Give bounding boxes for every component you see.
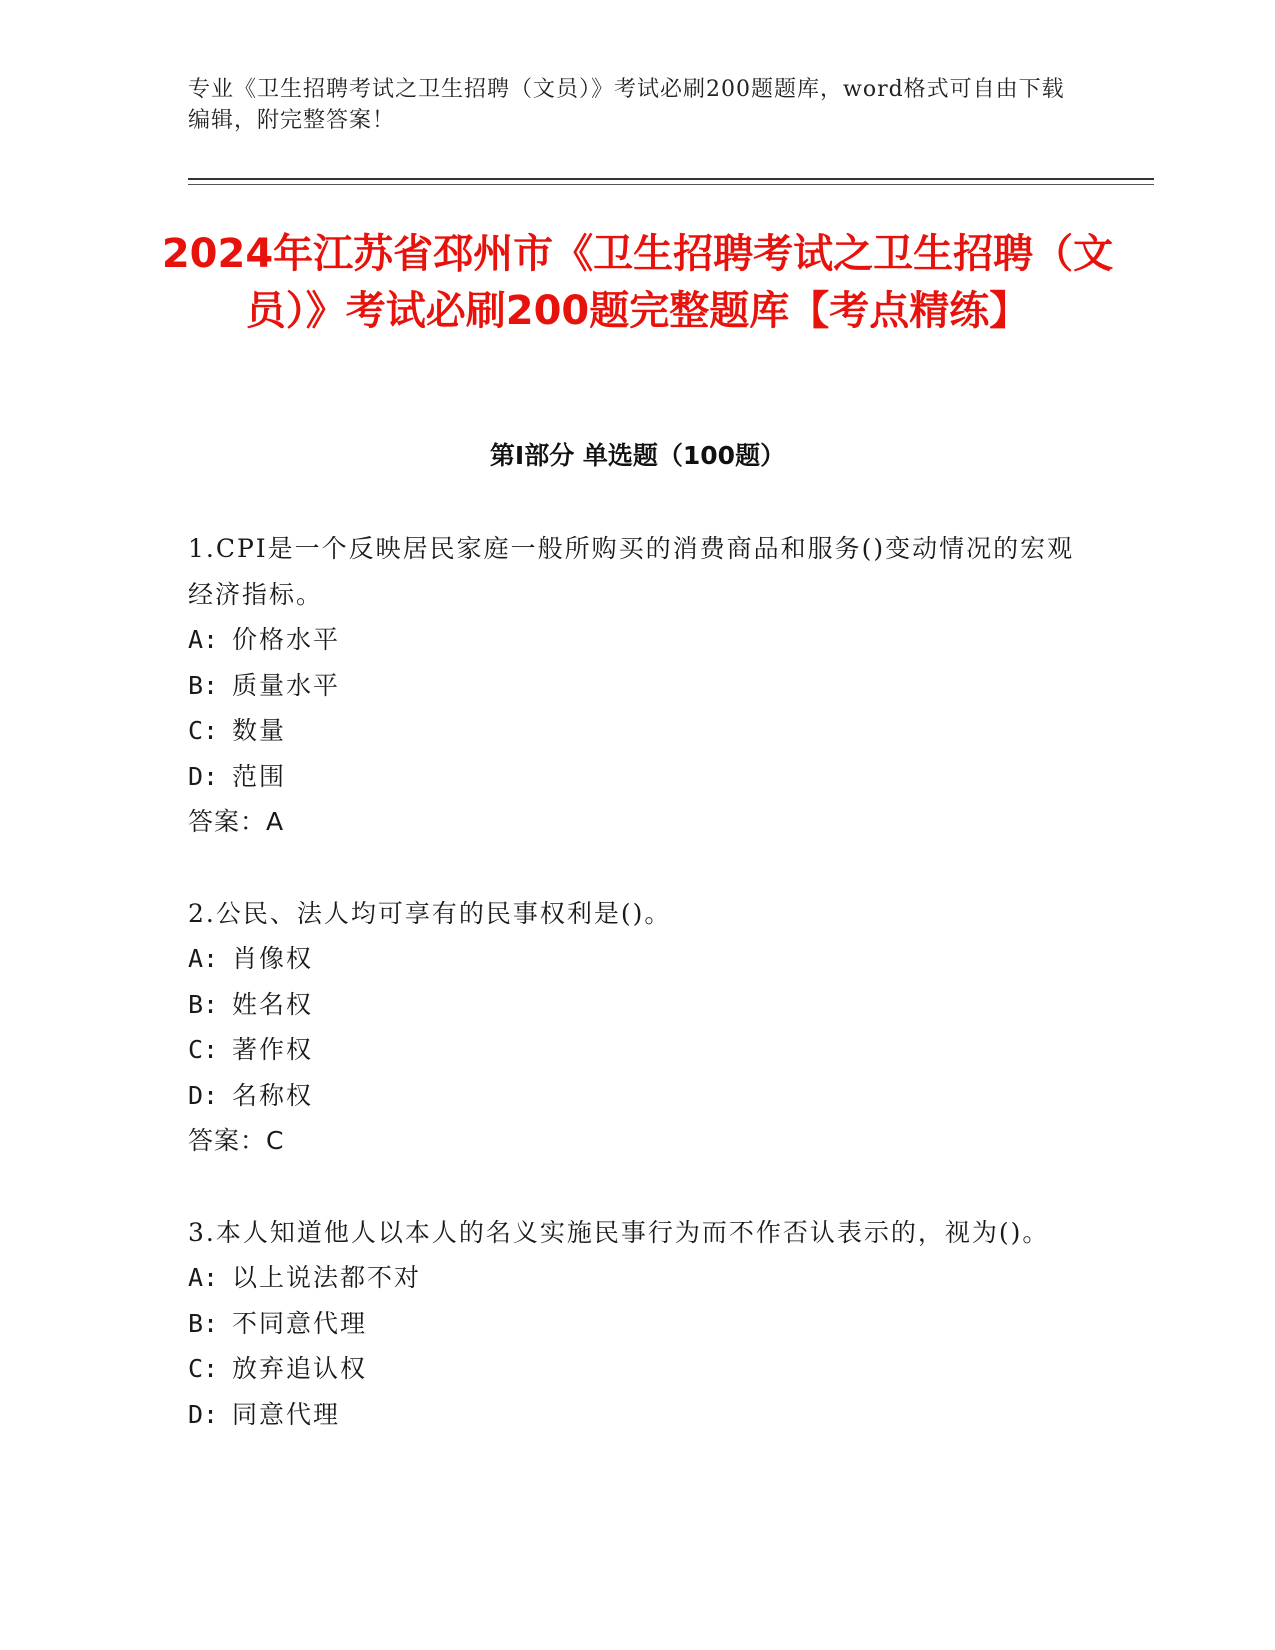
option-text: 质量水平 [232, 670, 341, 700]
option-text: 姓名权 [232, 989, 314, 1019]
header-divider-thick [188, 178, 1154, 180]
option-letter: A: [188, 944, 219, 973]
question-1 [188, 526, 1088, 845]
option-text: 数量 [232, 716, 287, 745]
option-letter: B: [188, 670, 219, 700]
option-text: 同意代理 [232, 1399, 341, 1429]
option-letter: C: [188, 1035, 219, 1064]
option-a [188, 617, 1088, 663]
option-letter: A: [188, 1263, 219, 1292]
option-letter: D: [188, 761, 219, 791]
option-b [188, 663, 1088, 709]
question-stem: 2.公民、法人均可享有的民事权利是()。 [188, 898, 672, 928]
header-note: 专业《卫生招聘考试之卫生招聘（文员）》考试必刷200题题库，word格式可自由下载编辑，附完整答案！ [188, 77, 1065, 133]
option-letter: C: [188, 1354, 219, 1383]
option-a [188, 936, 1088, 982]
header-divider-thin [188, 184, 1154, 185]
option-text: 著作权 [232, 1035, 314, 1064]
option-text: 放弃追认权 [232, 1354, 368, 1383]
option-letter: A: [188, 625, 219, 654]
question-3 [188, 1210, 1088, 1438]
option-c [188, 1027, 1088, 1073]
question-2 [188, 891, 1088, 1164]
option-text: 名称权 [232, 1080, 314, 1110]
option-letter: D: [188, 1399, 219, 1429]
answer-line: 答案：A [188, 807, 285, 836]
question-list [188, 526, 1088, 1483]
option-c [188, 1346, 1088, 1392]
option-b [188, 982, 1088, 1028]
option-letter: B: [188, 989, 219, 1019]
option-letter: B: [188, 1308, 219, 1338]
option-d [188, 754, 1088, 800]
section-heading: 第Ⅰ部分 单选题（100题） [489, 441, 786, 470]
option-text: 范围 [232, 761, 287, 791]
option-a [188, 1255, 1088, 1301]
option-text: 不同意代理 [232, 1308, 368, 1338]
option-text: 肖像权 [232, 944, 314, 973]
option-c [188, 708, 1088, 754]
option-d [188, 1073, 1088, 1119]
option-letter: D: [188, 1080, 219, 1110]
option-letter: C: [188, 716, 219, 745]
option-b [188, 1301, 1088, 1347]
option-text: 以上说法都不对 [232, 1263, 422, 1292]
question-stem: 3.本人知道他人以本人的名义实施民事行为而不作否认表示的，视为()。 [188, 1217, 1050, 1247]
option-text: 价格水平 [232, 625, 341, 654]
answer-line: 答案：C [188, 1126, 285, 1155]
option-d [188, 1392, 1088, 1438]
question-stem: 1.CPI是一个反映居民家庭一般所购买的消费商品和服务()变动情况的宏观经济指标。 [188, 534, 1075, 609]
document-title: 2024年江苏省邳州市《卫生招聘考试之卫生招聘（文员）》考试必刷200题完整题库【考点精练】 [161, 231, 1114, 334]
